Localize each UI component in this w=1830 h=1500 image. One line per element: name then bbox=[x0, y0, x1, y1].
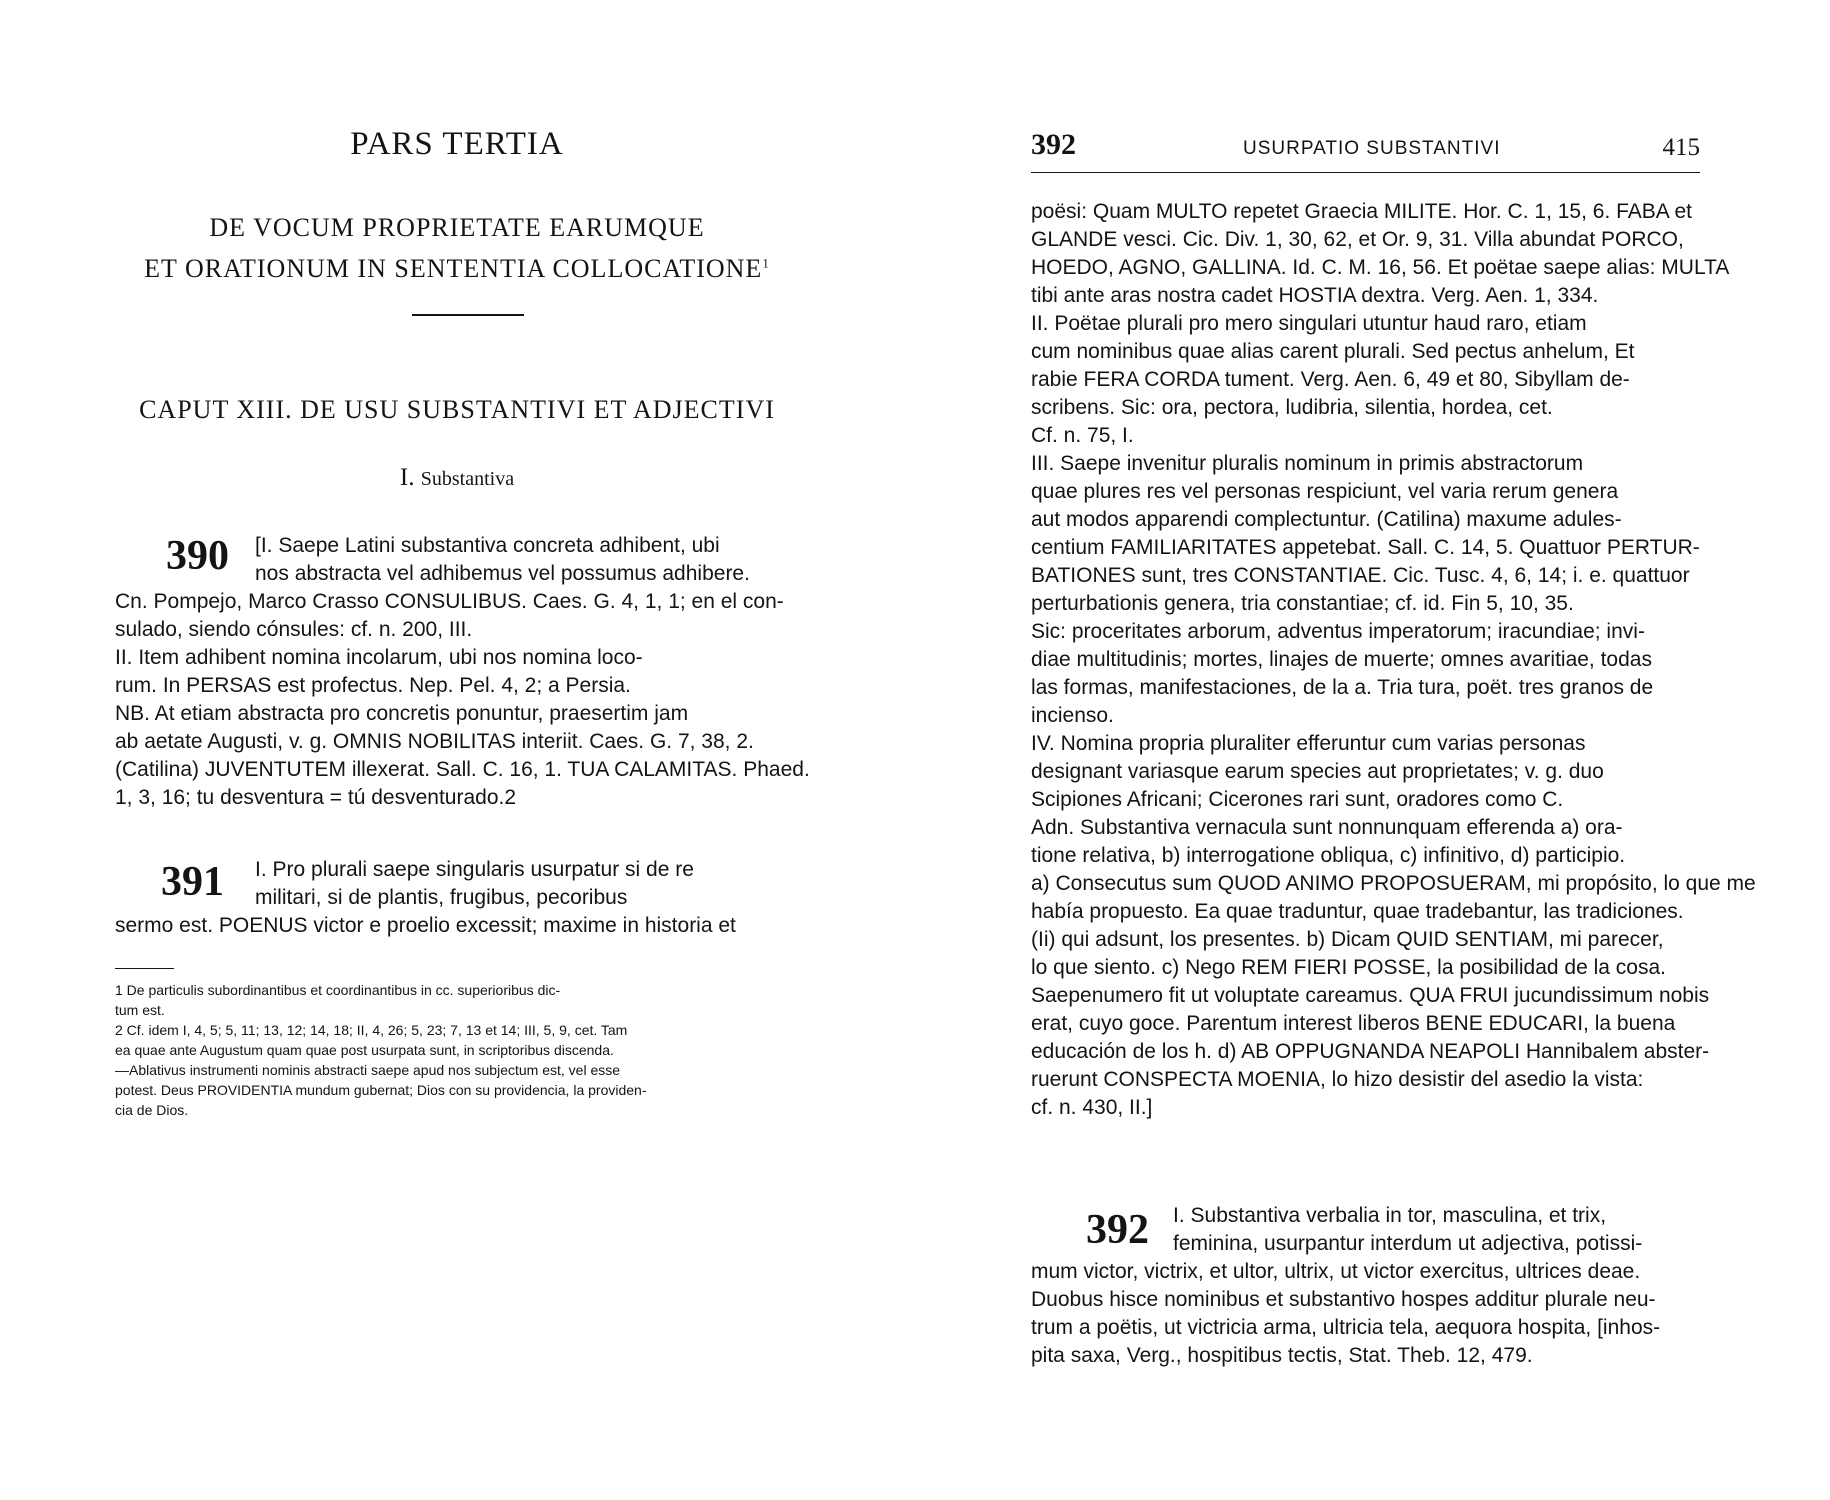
text-line: cum nominibus quae alias carent plurali. Sed pectus anhelum, Et bbox=[1031, 340, 1635, 363]
subtitle-footnote-mark: 1 bbox=[762, 255, 770, 271]
text-line: poësi: Quam MULTO repetet Graecia MILITE. Hor. C. 1, 15, 6. FABA et bbox=[1031, 200, 1692, 223]
footnote-line: 1 De particulis subordinantibus et coordinantibus in cc. superioribus dic- bbox=[115, 982, 561, 998]
text-line: (Ii) qui adsunt, los presentes. b) Dicam QUID SENTIAM, mi parecer, bbox=[1031, 928, 1664, 951]
text-line: nos abstracta vel adhibemus vel possumus adhibere. bbox=[255, 562, 750, 585]
text-line: aut modos apparendi complectuntur. (Catilina) maxume adules- bbox=[1031, 508, 1622, 531]
text-line: Cn. Pompejo, Marco Crasso CONSULIBUS. Caes. G. 4, 1, 1; en el con- bbox=[115, 590, 784, 613]
footnote-line: —Ablativus instrumenti nominis abstracti saepe apud nos subjectum est, vel esse bbox=[115, 1062, 621, 1078]
text-line: tione relativa, b) interrogatione obliqua, c) infinitivo, d) participio. bbox=[1031, 844, 1626, 867]
text-line: Sic: proceritates arborum, adventus imperatorum; iracundiae; invi- bbox=[1031, 620, 1645, 643]
text-line: diae multitudinis; mortes, linajes de muerte; omnes avaritiae, todas bbox=[1031, 648, 1652, 671]
text-line: II. Item adhibent nomina incolarum, ubi nos nomina loco- bbox=[115, 646, 643, 669]
page-number: 415 bbox=[1662, 134, 1700, 161]
text-line: educación de los h. d) AB OPPUGNANDA NEAPOLI Hannibalem abster- bbox=[1031, 1040, 1710, 1063]
text-line: ruerunt CONSPECTA MOENIA, lo hizo desistir del asedio la vista: bbox=[1031, 1068, 1644, 1091]
text-line: erat, cuyo goce. Parentum interest liberos BENE EDUCARI, la buena bbox=[1031, 1012, 1676, 1035]
paragraph-number-392: 392 bbox=[1086, 1207, 1149, 1253]
text-line: 1, 3, 16; tu desventura = tú desventurado.2 bbox=[115, 786, 517, 809]
text-line: lo que siento. c) Nego REM FIERI POSSE, la posibilidad de la cosa. bbox=[1031, 956, 1666, 979]
section-title: Substantiva bbox=[420, 468, 515, 490]
text-line: Saepenumero fit ut voluptate careamus. QUA FRUI jucundissimum nobis bbox=[1031, 984, 1710, 1007]
part-subtitle-line-2 bbox=[115, 254, 799, 284]
footnote-divider bbox=[115, 968, 174, 969]
section-numeral: I. bbox=[399, 464, 415, 491]
text-line: había propuesto. Ea quae traduntur, quae tradebantur, las tradiciones. bbox=[1031, 900, 1684, 923]
text-line: sulado, siendo cónsules: cf. n. 200, III. bbox=[115, 618, 473, 641]
part-title: PARS TERTIA bbox=[350, 126, 564, 162]
text-line: a) Consecutus sum QUOD ANIMO PROPOSUERAM, mi propósito, lo que me bbox=[1031, 872, 1756, 895]
text-line: BATIONES sunt, tres CONSTANTIAE. Cic. Tusc. 4, 6, 14; i. e. quattuor bbox=[1031, 564, 1690, 587]
text-line: quae plures res vel personas respiciunt, vel varia rerum genera bbox=[1031, 480, 1619, 503]
text-line: sermo est. POENUS victor e proelio excessit; maxime in historia et bbox=[115, 914, 736, 937]
text-line: pita saxa, Verg., hospitibus tectis, Stat. Theb. 12, 479. bbox=[1031, 1344, 1533, 1367]
text-line: centium FAMILIARITATES appetebat. Sall. C. 14, 5. Quattuor PERTUR- bbox=[1031, 536, 1700, 559]
running-title: USURPATIO SUBSTANTIVI bbox=[1243, 138, 1501, 159]
text-line: mum victor, victrix, et ultor, ultrix, ut victor exercitus, ultrices deae. bbox=[1031, 1260, 1641, 1283]
header-rule bbox=[1031, 172, 1700, 173]
footnote-line: 2 Cf. idem I, 4, 5; 5, 11; 13, 12; 14, 18; II, 4, 26; 5, 23; 7, 13 et 14; III, 5, 9, cet. Tam bbox=[115, 1022, 628, 1038]
part-subtitle-line-1: DE VOCUM PROPRIETATE EARUMQUE bbox=[209, 213, 705, 242]
text-line: Cf. n. 75, I. bbox=[1031, 424, 1134, 447]
text-line: feminina, usurpantur interdum ut adjectiva, potissi- bbox=[1173, 1232, 1643, 1255]
text-line: Adn. Substantiva vernacula sunt nonnunquam efferenda a) ora- bbox=[1031, 816, 1623, 839]
text-line: militari, si de plantis, frugibus, pecoribus bbox=[255, 886, 628, 909]
text-line: cf. n. 430, II.] bbox=[1031, 1096, 1153, 1119]
text-line: III. Saepe invenitur pluralis nominum in primis abstractorum bbox=[1031, 452, 1584, 475]
text-line: I. Pro plurali saepe singularis usurpatur si de re bbox=[255, 858, 694, 881]
text-line: Duobus hisce nominibus et substantivo hospes additur plurale neu- bbox=[1031, 1288, 1656, 1311]
text-line: ab aetate Augusti, v. g. OMNIS NOBILITAS interiit. Caes. G. 7, 38, 2. bbox=[115, 730, 754, 753]
footnote-line: potest. Deus PROVIDENTIA mundum gubernat; Dios con su providencia, la providen- bbox=[115, 1082, 647, 1098]
title-divider bbox=[412, 314, 524, 316]
footnote-line: ea quae ante Augustum quam quae post usurpata sunt, in scriptoribus discenda. bbox=[115, 1042, 614, 1058]
part-subtitle-line-2-text: ET ORATIONUM IN SENTENTIA COLLOCATIONE bbox=[144, 254, 763, 283]
text-line: GLANDE vesci. Cic. Div. 1, 30, 62, et Or. 9, 31. Villa abundat PORCO, bbox=[1031, 228, 1684, 251]
text-line: [I. Saepe Latini substantiva concreta adhibent, ubi bbox=[255, 534, 720, 557]
text-line: rabie FERA CORDA tument. Verg. Aen. 6, 49 et 80, Sibyllam de- bbox=[1031, 368, 1630, 391]
text-line: perturbationis genera, tria constantiae; cf. id. Fin 5, 10, 35. bbox=[1031, 592, 1574, 615]
text-line: HOEDO, AGNO, GALLINA. Id. C. M. 16, 56. Et poëtae saepe alias: MULTA bbox=[1031, 256, 1730, 279]
running-paragraph-number: 392 bbox=[1031, 128, 1076, 161]
text-line: tibi ante aras nostra cadet HOSTIA dextra. Verg. Aen. 1, 334. bbox=[1031, 284, 1599, 307]
chapter-heading: CAPUT XIII. DE USU SUBSTANTIVI ET ADJECTIVI bbox=[139, 395, 775, 424]
text-line: (Catilina) JUVENTUTEM illexerat. Sall. C. 16, 1. TUA CALAMITAS. Phaed. bbox=[115, 758, 810, 781]
footnote-line: tum est. bbox=[115, 1002, 165, 1018]
text-line: las formas, manifestaciones, de la a. Tria tura, poët. tres granos de bbox=[1031, 676, 1654, 699]
text-line: rum. In PERSAS est profectus. Nep. Pel. 4, 2; a Persia. bbox=[115, 674, 631, 697]
section-heading bbox=[115, 464, 799, 492]
text-line: NB. At etiam abstracta pro concretis ponuntur, praesertim jam bbox=[115, 702, 689, 725]
text-line: incienso. bbox=[1031, 704, 1114, 727]
right-page bbox=[915, 0, 1830, 1500]
text-line: trum a poëtis, ut victricia arma, ultricia tela, aequora hospita, [inhos- bbox=[1031, 1316, 1661, 1339]
text-line: Scipiones Africani; Cicerones rari sunt, oradores como C. bbox=[1031, 788, 1564, 811]
footnote-line: cia de Dios. bbox=[115, 1102, 189, 1118]
paragraph-number-390: 390 bbox=[166, 533, 229, 579]
text-line: scribens. Sic: ora, pectora, ludibria, silentia, hordea, cet. bbox=[1031, 396, 1553, 419]
text-line: IV. Nomina propria pluraliter efferuntur cum varias personas bbox=[1031, 732, 1586, 755]
text-line: I. Substantiva verbalia in tor, masculina, et trix, bbox=[1173, 1204, 1607, 1227]
text-line: II. Poëtae plurali pro mero singulari utuntur haud raro, etiam bbox=[1031, 312, 1587, 335]
text-line: designant variasque earum species aut proprietates; v. g. duo bbox=[1031, 760, 1604, 783]
paragraph-number-391: 391 bbox=[161, 859, 224, 905]
